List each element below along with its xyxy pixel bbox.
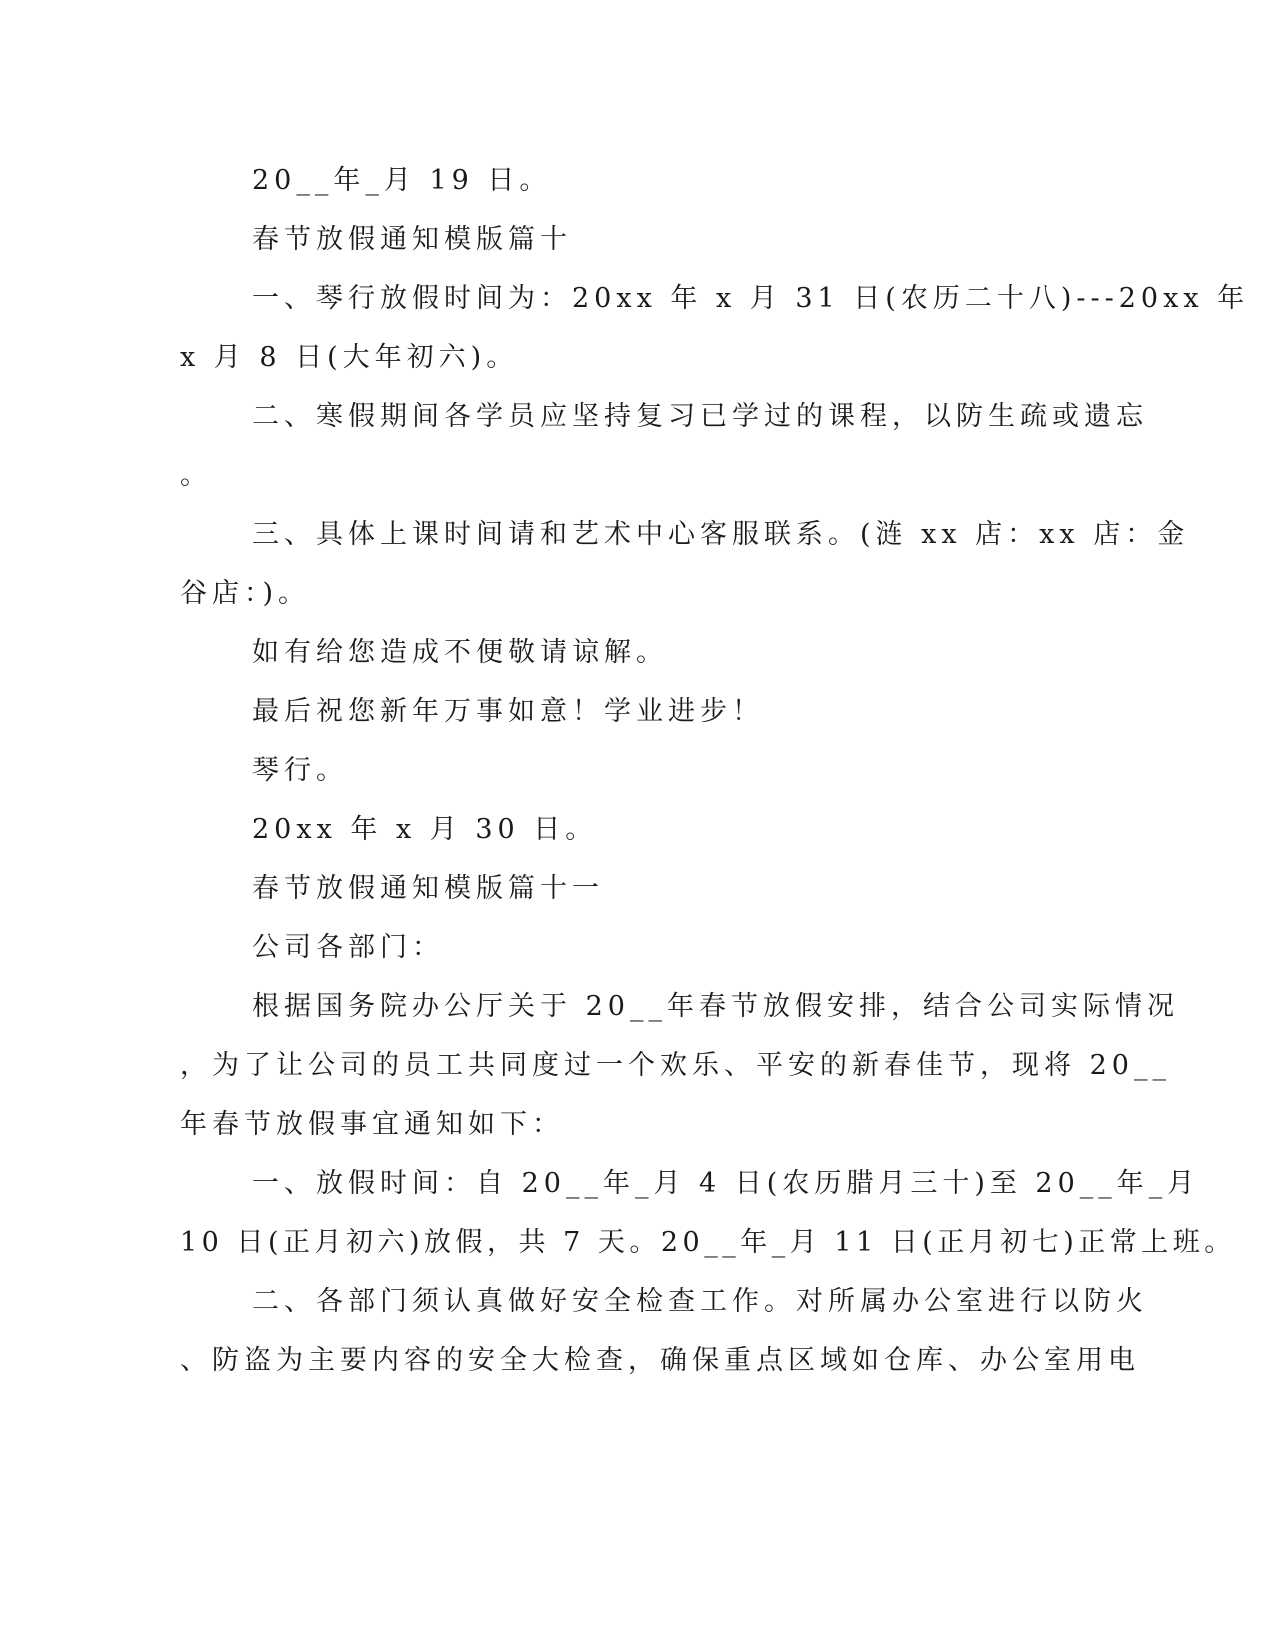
text-line: 谷店：)。 <box>180 578 311 609</box>
text-line: 如有给您造成不便敬请谅解。 <box>252 637 668 668</box>
text-line: 根据国务院办公厅关于 20__年春节放假安排，结合公司实际情况 <box>252 991 1179 1022</box>
text-line: 一、琴行放假时间为：20xx 年 x 月 31 日(农历二十八)---20xx 年 <box>252 283 1250 314</box>
text-line: 20__年_月 19 日。 <box>252 165 552 196</box>
text-line: ，为了让公司的员工共同度过一个欢乐、平安的新春佳节，现将 20__ <box>180 1050 1171 1081</box>
signature-line: 琴行。 <box>252 755 348 786</box>
text-line: 二、各部门须认真做好安全检查工作。对所属办公室进行以防火 <box>252 1286 1148 1317</box>
section-heading: 春节放假通知模版篇十 <box>252 224 572 255</box>
text-line: 三、具体上课时间请和艺术中心客服联系。(涟 xx 店：xx 店：金 <box>252 519 1190 550</box>
salutation-line: 公司各部门： <box>252 932 444 963</box>
date-line: 20xx 年 x 月 30 日。 <box>252 814 598 845</box>
text-line: 10 日(正月初六)放假，共 7 天。20__年_月 11 日(正月初七)正常上班。 <box>180 1227 1236 1258</box>
text-line: 。 <box>180 460 212 491</box>
text-line: 一、放假时间：自 20__年_月 4 日(农历腊月三十)至 20__年_月 <box>252 1168 1200 1199</box>
section-heading: 春节放假通知模版篇十一 <box>252 873 604 904</box>
text-line: 最后祝您新年万事如意！学业进步！ <box>252 696 764 727</box>
text-line: 、防盗为主要内容的安全大检查，确保重点区域如仓库、办公室用电 <box>180 1345 1140 1376</box>
text-line: x 月 8 日(大年初六)。 <box>180 342 519 373</box>
text-line: 二、寒假期间各学员应坚持复习已学过的课程，以防生疏或遗忘 <box>252 401 1148 432</box>
text-line: 年春节放假事宜通知如下： <box>180 1109 564 1140</box>
